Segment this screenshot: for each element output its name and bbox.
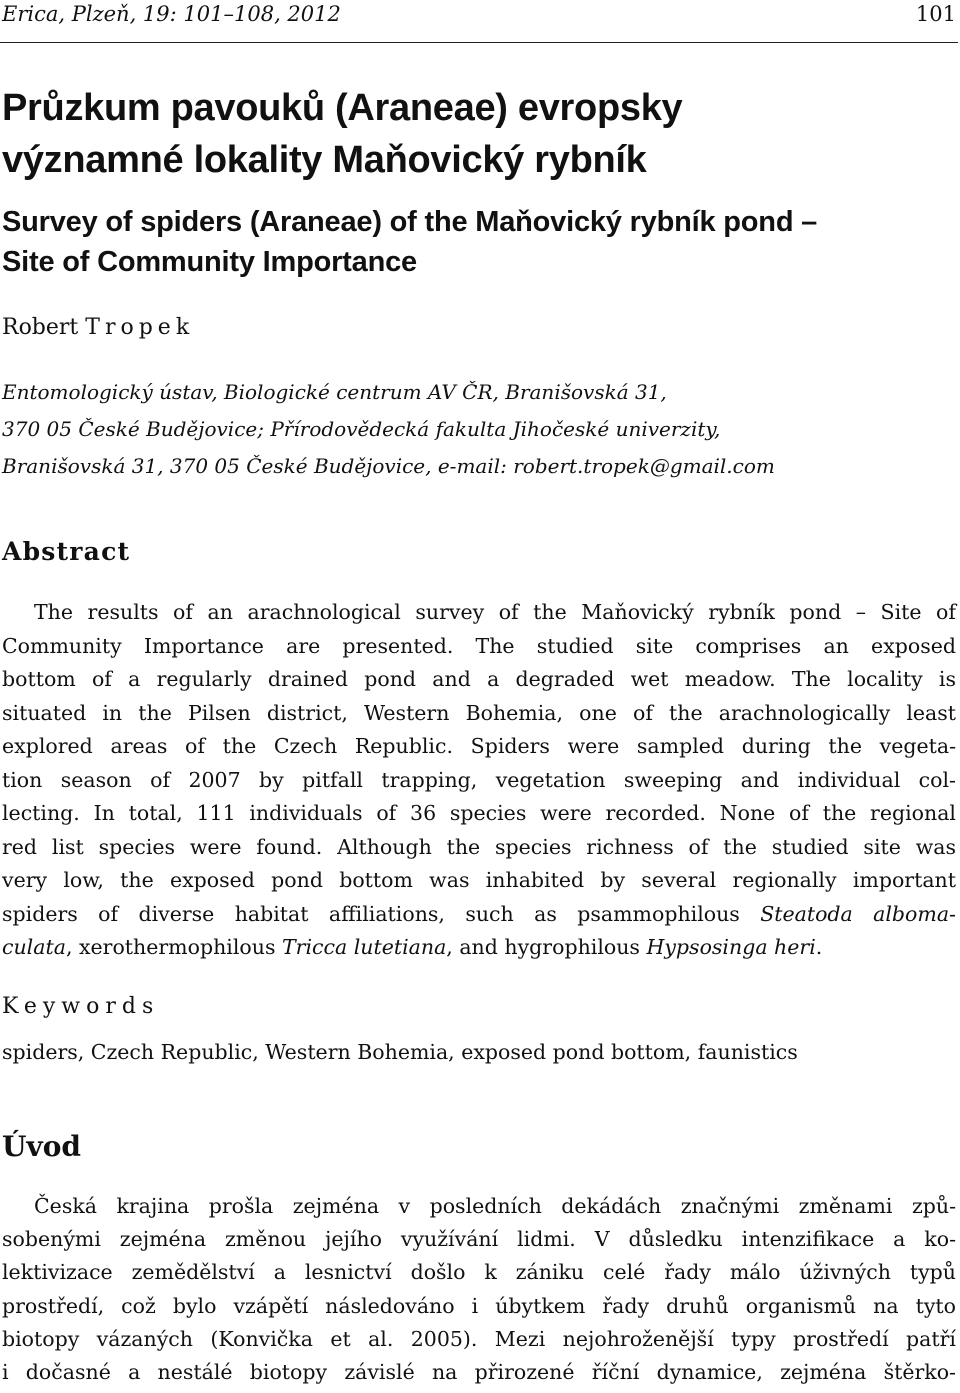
keywords-list: spiders, Czech Republic, Western Bohemia, exposed pond bottom, faunistics [2,1040,798,1064]
abstract-line: tion season of 2007 by pitfall trapping, vegetation sweeping and individual col- [2,767,956,792]
abstract-text: . [815,935,823,959]
species-name: culata [2,935,66,959]
english-title-line-2: Site of Community Importance [2,246,417,278]
author-surname: Tropek [85,315,195,340]
species-name: Tricca lutetiana [281,935,447,959]
intro-line: prostředí, což bylo vzápětí následováno i úbytkem řady druhů organismů na tyto [2,1293,956,1318]
intro-line: Česká krajina prošla zejména v posledních dekádách značnými změnami způ- [34,1194,956,1218]
abstract-line [2,931,956,965]
keywords-heading: Keywords [2,994,160,1019]
affiliation-line: Entomologický ústav, Biologické centrum AV ČR, Branišovská 31, [2,380,667,404]
affiliation-line: 370 05 České Budějovice; Přírodovědecká fakulta Jihočeské univerzity, [2,417,721,441]
species-name: Steatoda alboma- [760,901,956,926]
author-given-name: Robert [2,315,79,340]
journal-citation: Erica, Plzeň, 19: 101–108, 2012 [2,2,341,26]
intro-line: biotopy vázaných (Konvička et al. 2005). Mezi nejohroženější typy prostředí patří [2,1326,956,1351]
abstract-line [2,898,956,932]
czech-title [2,82,952,186]
abstract-line: very low, the exposed pond bottom was inhabited by several regionally important [2,868,956,892]
intro-line: lektivizace zemědělství a lesnictví došlo k zániku celé řady málo úživných typů [2,1260,956,1285]
affiliation-line: Branišovská 31, 370 05 České Budějovice, e-mail: robert.tropek@gmail.com [2,454,775,478]
czech-title-line-1: Průzkum pavouků (Araneae) evropsky [2,87,683,129]
author-name [2,315,194,340]
intro-line: sobenými zejména změnou jejího využívání lidmi. V důsledku intenzifikace a ko- [2,1227,956,1252]
page-number: 101 [915,2,956,26]
abstract-text: spiders of diverse habitat affiliations, such as psammophilous [2,901,761,926]
abstract-line: bottom of a regularly drained pond and a degraded wet meadow. The locality is [2,667,956,691]
abstract-line: The results of an arachnological survey of the Maňovický rybník pond – Site of [34,600,956,624]
running-header [0,0,958,43]
abstract-heading: Abstract [2,537,131,566]
abstract-line: Community Importance are presented. The studied site comprises an exposed [2,633,956,658]
section-heading-intro: Úvod [2,1130,81,1163]
abstract-line: red list species were found. Although the species richness of the studied site was [2,834,956,859]
czech-title-line-2: významné lokality Maňovický rybník [2,139,647,181]
intro-body [2,1190,956,1389]
english-title [2,202,952,282]
english-title-line-1: Survey of spiders (Araneae) of the Maňovický rybník pond – [2,206,818,238]
abstract-line: lecting. In total, 111 individuals of 36 species were recorded. None of the regional [2,801,956,825]
abstract-line: explored areas of the Czech Republic. Spiders were sampled during the vegeta- [2,734,956,758]
author-affiliation [2,374,952,485]
abstract-body [2,596,956,965]
abstract-text: , and hygrophilous [446,935,647,959]
species-name: Hypsosinga heri [646,935,816,959]
abstract-text: , xerothermophilous [65,935,282,959]
abstract-line: situated in the Pilsen district, Western Bohemia, one of the arachnologically least [2,700,956,725]
intro-line: i dočasné a nestálé biotopy závislé na přirozené říční dynamice, zejména štěrko- [2,1360,956,1385]
